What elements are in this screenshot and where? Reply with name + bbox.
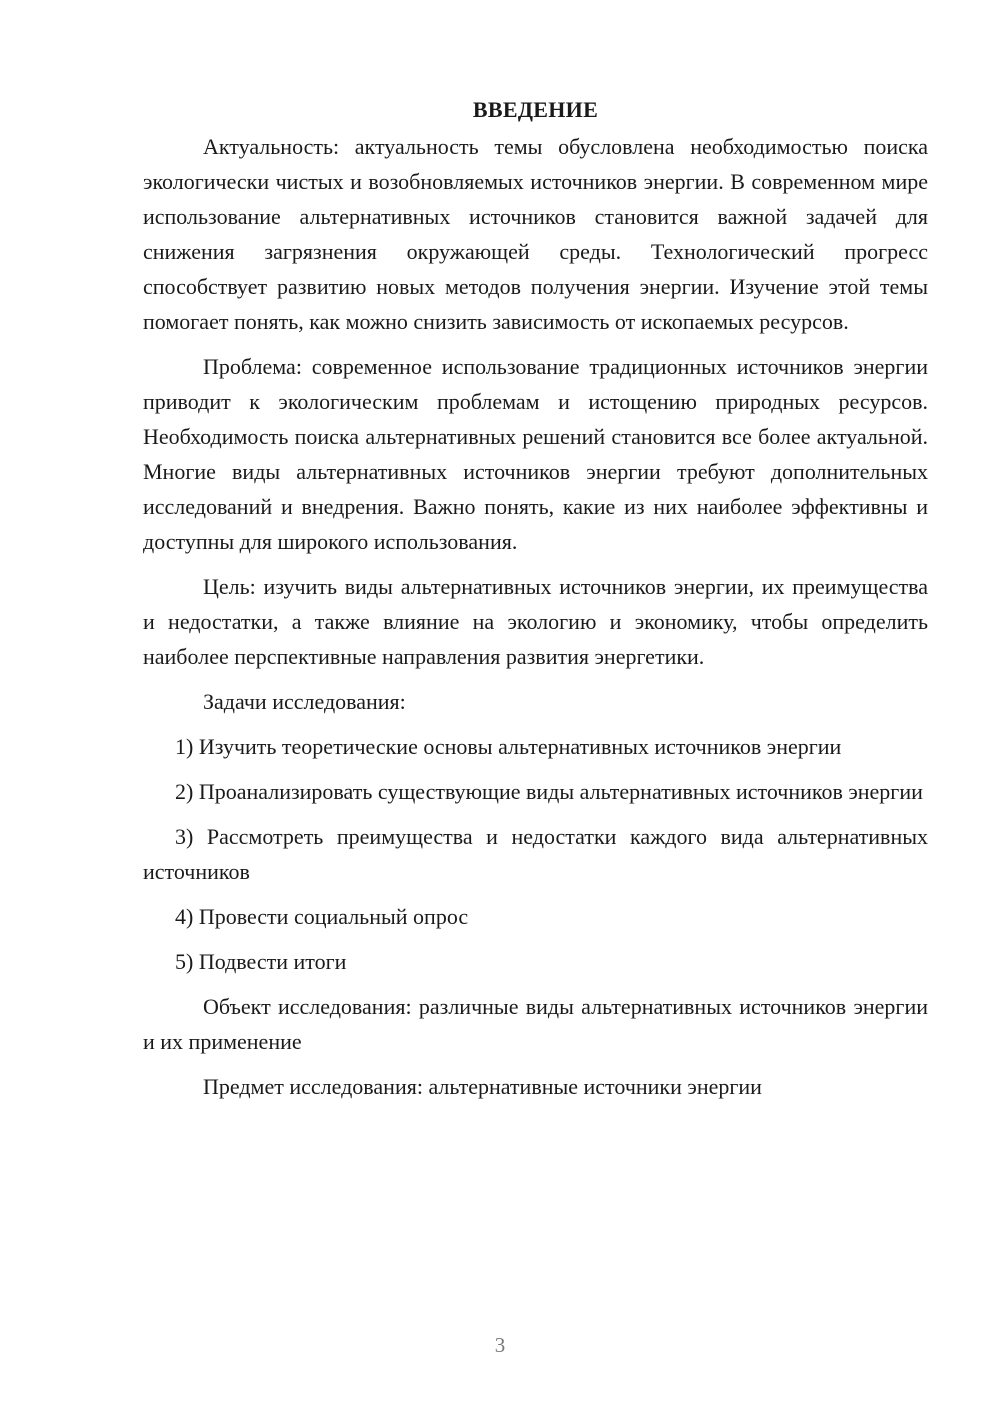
task-item-3: 3) Рассмотреть преимущества и недостатки каждого вида альтернативных источников xyxy=(143,824,928,884)
task-item-4: 4) Провести социальный опрос xyxy=(175,904,469,929)
document-page xyxy=(143,94,928,1104)
paragraph-relevance: Актуальность: актуальность темы обусловлена необходимостью поиска экологически чистых и возобновляемых источников энергии. В современном мире использование альтернативных источников становится важной задачей для снижения загрязнения окружающей среды. Технологический прогресс способствует развитию новых методов получения энергии. Изучение этой темы помогает понять, как можно снизить зависимость от ископаемых ресурсов. xyxy=(143,134,928,334)
page-title: ВВЕДЕНИЕ xyxy=(472,97,599,122)
task-item-2: 2) Проанализировать существующие виды альтернативных источников энергии xyxy=(175,779,923,804)
paragraph-problem: Проблема: современное использование традиционных источников энергии приводит к экологическим проблемам и истощению природных ресурсов. Необходимость поиска альтернативных решений становится все более актуальной. Многие виды альтернативных источников энергии требуют дополнительных исследований и внедрения. Важно понять, какие из них наиболее эффективны и доступны для широкого использования. xyxy=(143,354,928,554)
paragraph-goal: Цель: изучить виды альтернативных источников энергии, их преимущества и недостатки, а также влияние на экологию и экономику, чтобы определить наиболее перспективные направления развития энергетики. xyxy=(143,574,928,669)
task-item-5: 5) Подвести итоги xyxy=(175,949,347,974)
task-item-1: 1) Изучить теоретические основы альтернативных источников энергии xyxy=(175,734,842,759)
research-subject: Предмет исследования: альтернативные источники энергии xyxy=(203,1074,762,1099)
research-object: Объект исследования: различные виды альтернативных источников энергии и их применение xyxy=(143,994,928,1054)
page-number: 3 xyxy=(494,1333,506,1357)
tasks-heading: Задачи исследования: xyxy=(203,689,406,714)
